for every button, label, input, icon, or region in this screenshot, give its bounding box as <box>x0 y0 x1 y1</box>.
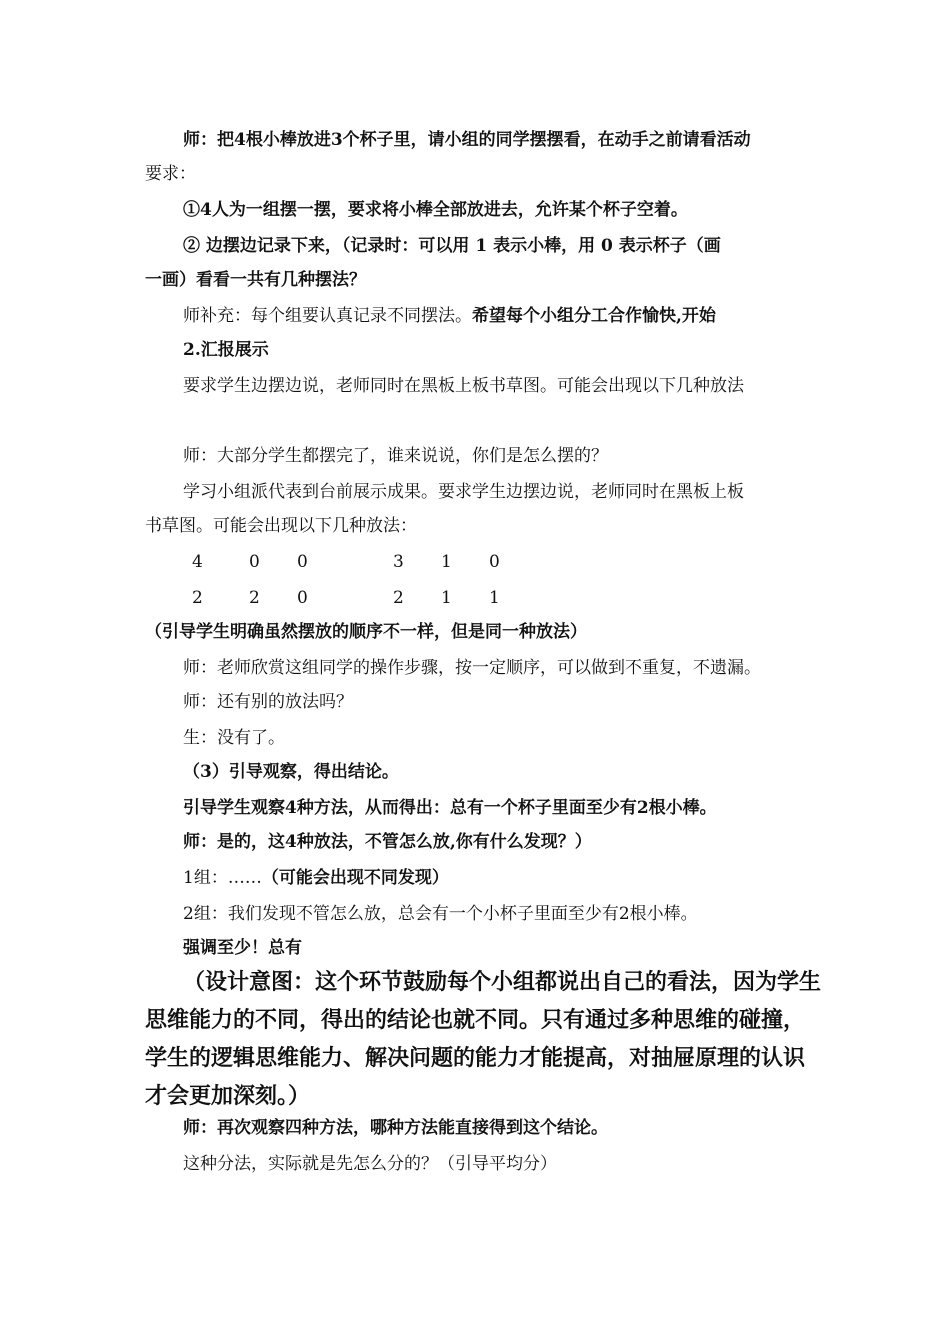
text-line: 师：还有别的放法吗？ <box>183 692 353 712</box>
text-line: 师：老师欣赏这组同学的操作步骤，按一定顺序，可以做到不重复，不遗漏。 <box>183 658 761 678</box>
section-heading: 2.汇报展示 <box>183 340 269 360</box>
text-span: （可能会出现不同发现） <box>261 868 449 888</box>
design-intent-line: （设计意图：这个环节鼓励每个小组都说出自己的看法，因为学生 <box>183 969 822 995</box>
text-line <box>183 304 716 328</box>
arrangement-cell: 2 <box>249 588 260 608</box>
text-line: 生：没有了。 <box>183 728 285 748</box>
text-line: （引导学生明确虽然摆放的顺序不一样，但是同一种放法） <box>145 622 587 642</box>
text-span: 希望每个小组分工合作愉快,开始 <box>472 306 716 326</box>
text-line: 师：再次观察四种方法，哪种方法能直接得到这个结论。 <box>183 1118 608 1138</box>
text-span: 师补充：每个组要认真记录不同摆法。 <box>183 306 472 326</box>
text-span: 1组：…… <box>183 868 262 888</box>
text-line: 2组：我们发现不管怎么放，总会有一个小杯子里面至少有2根小棒。 <box>183 904 698 924</box>
text-line: ② 边摆边记录下来，（记录时：可以用 1 表示小棒，用 0 表示杯子（画 <box>183 236 721 256</box>
design-intent-line: 学生的逻辑思维能力、解决问题的能力才能提高，对抽屉原理的认识 <box>145 1045 806 1071</box>
arrangement-cell: 4 <box>192 552 203 572</box>
arrangement-cell: 0 <box>297 588 308 608</box>
text-line: 要求学生边摆边说，老师同时在黑板上板书草图。可能会出现以下几种放法 <box>183 376 744 396</box>
text-line: ①4人为一组摆一摆，要求将小棒全部放进去，允许某个杯子空着。 <box>183 200 688 220</box>
text-line: （3）引导观察，得出结论。 <box>183 762 399 782</box>
text-line: 师：把4根小棒放进3个杯子里，请小组的同学摆摆看，在动手之前请看活动 <box>183 130 751 150</box>
design-intent-line: 才会更加深刻。） <box>145 1083 311 1109</box>
text-line: 强调至少！总有 <box>183 938 302 958</box>
text-line: 书草图。可能会出现以下几种放法： <box>145 516 417 536</box>
arrangement-cell: 0 <box>489 552 500 572</box>
arrangement-cell: 3 <box>393 552 404 572</box>
arrangement-cell: 2 <box>192 588 203 608</box>
text-line: 引导学生观察4种方法，从而得出：总有一个杯子里面至少有2根小棒。 <box>183 798 717 818</box>
text-line: 师：大部分学生都摆完了，谁来说说，你们是怎么摆的？ <box>183 446 608 466</box>
arrangement-cell: 2 <box>393 588 404 608</box>
arrangement-cell: 1 <box>441 552 452 572</box>
arrangement-cell: 0 <box>249 552 260 572</box>
arrangement-cell: 0 <box>297 552 308 572</box>
text-line: 学习小组派代表到台前展示成果。要求学生边摆边说，老师同时在黑板上板 <box>183 482 744 502</box>
text-line: 要求： <box>145 164 196 184</box>
arrangement-cell: 1 <box>441 588 452 608</box>
design-intent-line: 思维能力的不同，得出的结论也就不同。只有通过多种思维的碰撞， <box>145 1007 806 1033</box>
text-line <box>183 866 449 890</box>
text-line: 一画）看看一共有几种摆法？ <box>145 270 366 290</box>
text-line: 这种分法，实际就是先怎么分的？（引导平均分） <box>183 1154 557 1174</box>
text-line: 师：是的，这4种放法，不管怎么放,你有什么发现？） <box>183 832 592 852</box>
arrangement-cell: 1 <box>489 588 500 608</box>
